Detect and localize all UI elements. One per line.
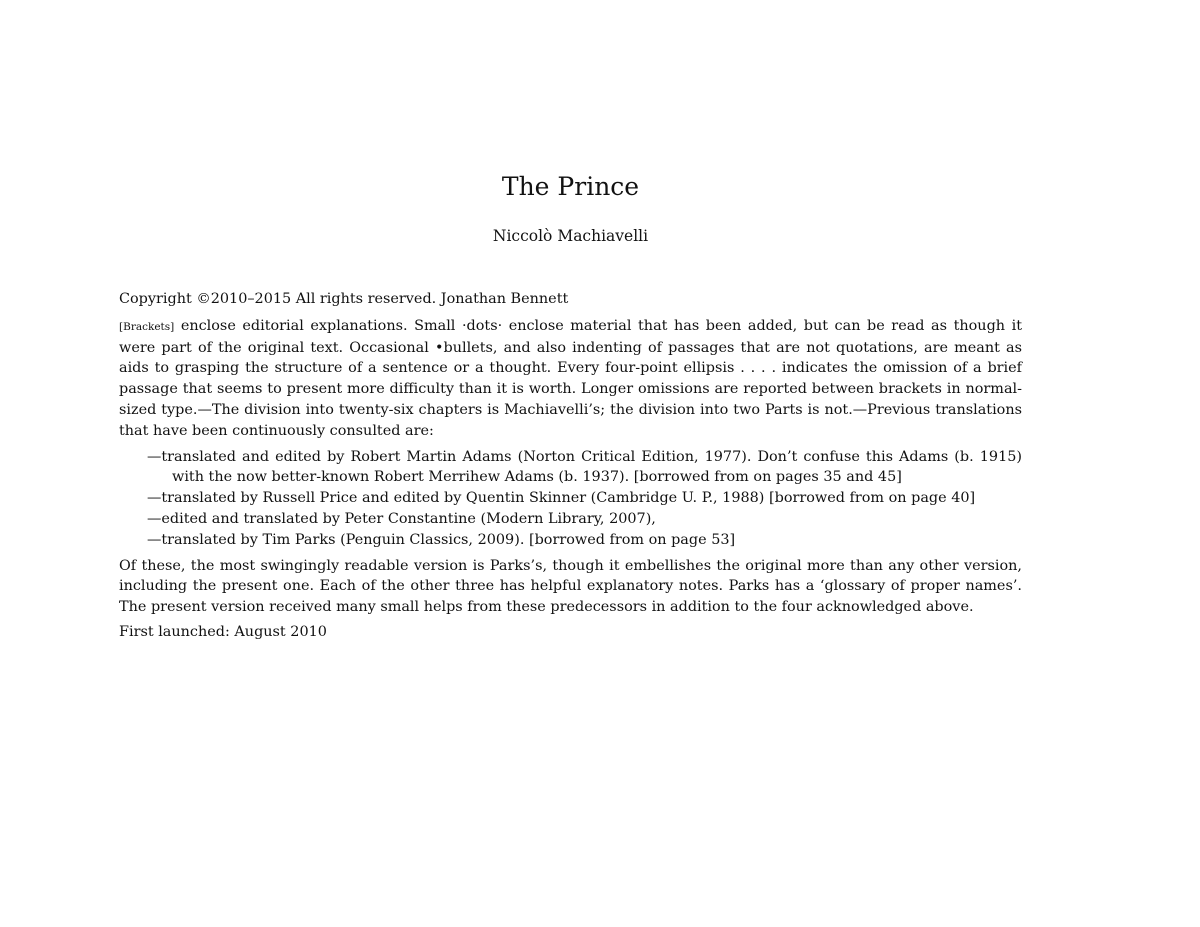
first-launched: First launched: August 2010: [119, 623, 327, 640]
editorial-note-text-a: enclose editorial explanations. Small ·dots· enclose material that has been added, but can be read as though it were part of the original text. Occasional: [119, 317, 1022, 356]
list-item: —translated by Russell Price and edited by Quentin Skinner (Cambridge U. P., 1988) [borrowed from on page 40]: [147, 490, 976, 507]
list-item: —edited and translated by Peter Constantine (Modern Library, 2007),: [147, 510, 656, 527]
editorial-note: [119, 316, 1022, 442]
document-title: The Prince: [501, 172, 640, 201]
list-item: —translated by Tim Parks (Penguin Classics, 2009). [borrowed from on page 53]: [147, 531, 736, 548]
document-author: Niccolò Machiavelli: [492, 227, 649, 245]
copyright-notice: Copyright ©2010–2015 All rights reserved. Jonathan Bennett: [119, 291, 569, 307]
editorial-note-text-b: bullets, and also indenting of passages that are not quotations, are meant as aids to grasping the structure of a sentence or a thought. Every four-point ellipsis . . . . indicates the omission of a brief passage that seems to present more difficulty than it is worth. Longer omissions are reported between brackets in normal-sized type.—The division into twenty-six chapters is Machiavelli’s; the division into two Parts is not.—Previous translations that have been continuously consulted are:: [119, 339, 1022, 439]
source-translations-list: [119, 447, 1022, 551]
bullet-icon: •: [435, 339, 444, 356]
list-item: —translated and edited by Robert Martin Adams (Norton Critical Edition, 1977). Don’t confuse this Adams (b. 1915) with the now better-known Robert Merrihew Adams (b. 1937). [borrowed from on pages 35 and 45]: [147, 448, 1022, 486]
closing-paragraph: Of these, the most swingingly readable version is Parks’s, though it embellishes the original more than any other version, including the present one. Each of the other three has helpful explanatory notes. Parks has a ‘glossary of proper names’. The present version received many small helps from these predecessors in addition to the four acknowledged above.: [119, 557, 1022, 616]
front-matter: [119, 289, 1022, 643]
brackets-word: [Brackets]: [119, 320, 175, 333]
